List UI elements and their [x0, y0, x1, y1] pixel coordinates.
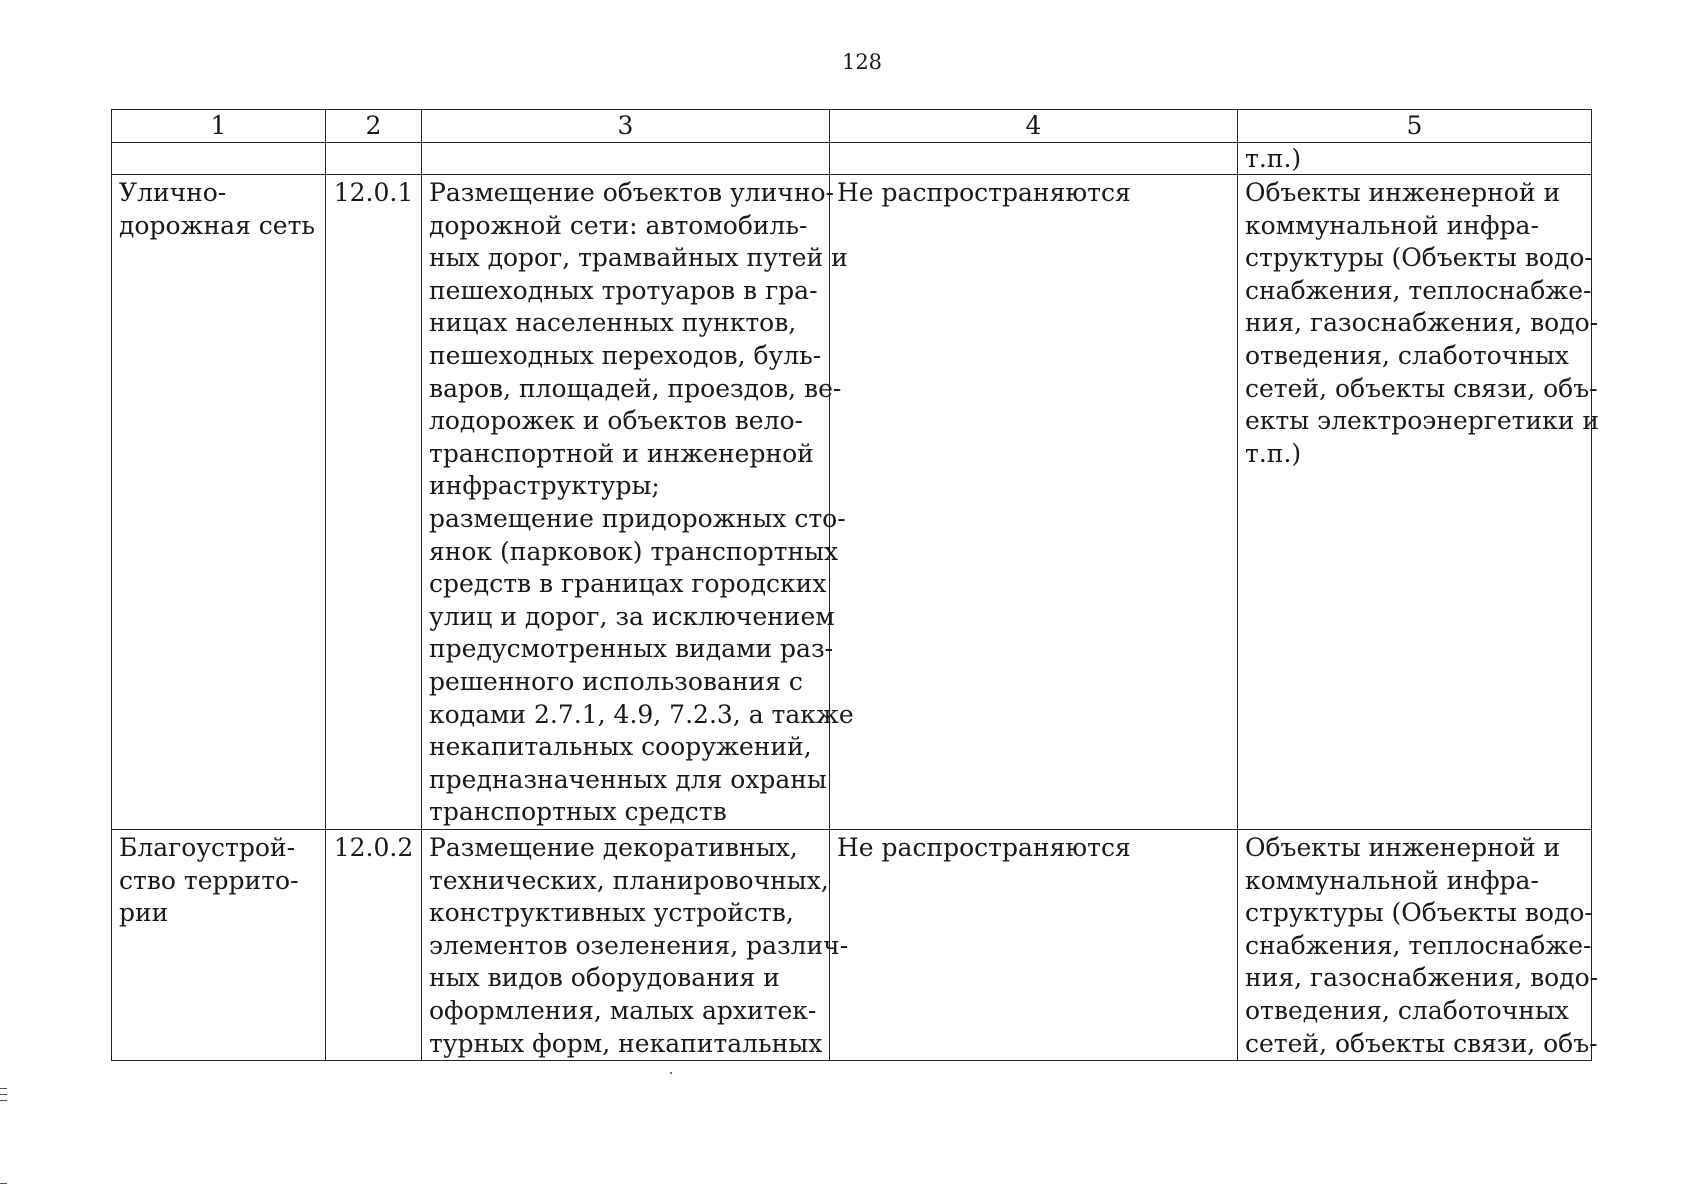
description-line: дорожной сети: автомобиль-	[429, 210, 808, 240]
land-use-table	[111, 109, 1600, 1061]
column-number-1: 1	[112, 110, 326, 143]
description-line: размещение придорожных сто-	[429, 503, 846, 533]
land-use-name-line: дорожная сеть	[119, 210, 316, 240]
continuation-cell-4	[830, 143, 1238, 175]
continuation-cell-1	[112, 143, 326, 175]
column-number-5: 5	[1238, 110, 1592, 143]
continuation-cell-2	[326, 143, 422, 175]
description-line: кодами 2.7.1, 4.9, 7.2.3, а также	[429, 699, 854, 729]
description-line: ных видов оборудования и	[429, 963, 780, 993]
table-header-row	[112, 110, 1592, 143]
land-use-name-line: Улично-	[119, 178, 227, 207]
description-line: турных форм, некапитальных	[429, 1028, 823, 1058]
description-line: предназначенных для охраны	[429, 764, 827, 794]
description-line: транспортных средств	[429, 797, 727, 827]
description-line: средств в границах городских	[429, 569, 827, 599]
description-line: технических, планировочных,	[429, 865, 829, 895]
description-line: транспортной и инженерной	[429, 438, 814, 468]
description-line: ницах населенных пунктов,	[429, 308, 797, 338]
description-line: варов, площадей, проездов, ве-	[429, 373, 842, 403]
description-line: пешеходных тротуаров в гра-	[429, 275, 818, 305]
column-number-3: 3	[422, 110, 830, 143]
objects-line: структуры (Объекты водо-	[1245, 243, 1593, 273]
scan-edge-mark	[0, 1088, 7, 1089]
description-line: лодорожек и объектов вело-	[429, 406, 803, 436]
description-line: решенного использования с	[429, 666, 803, 696]
description-line: инфраструктуры;	[429, 471, 660, 501]
description-line: предусмотренных видами раз-	[429, 634, 834, 664]
land-use-name-line: Благоустрой-	[119, 833, 296, 862]
objects-line: ния, газоснабжения, водо-	[1245, 308, 1599, 338]
objects-line: снабжения, теплоснабже-	[1245, 930, 1592, 960]
description-line: оформления, малых архитек-	[429, 995, 817, 1025]
continuation-cell-5: т.п.)	[1238, 143, 1592, 175]
description-line: Размещение объектов улично-	[429, 178, 834, 207]
objects-line: Объекты инженерной и	[1245, 833, 1561, 862]
description-line: пешеходных переходов, буль-	[429, 340, 822, 370]
land-use-code-cell: 12.0.1	[326, 175, 422, 830]
scan-speck	[670, 1072, 672, 1074]
auxiliary-objects-cell	[1238, 175, 1600, 830]
column-number-4: 4	[830, 110, 1238, 143]
objects-line: коммунальной инфра-	[1245, 865, 1539, 895]
table-row	[112, 830, 1592, 1061]
objects-line: коммунальной инфра-	[1245, 210, 1539, 240]
description-line: элементов озеленения, различ-	[429, 930, 849, 960]
continuation-cell-3	[422, 143, 830, 175]
scan-edge-mark	[0, 1183, 7, 1184]
land-use-code-cell: 12.0.2	[326, 830, 422, 1061]
objects-line: т.п.)	[1245, 438, 1302, 468]
table-row	[112, 175, 1592, 830]
land-use-description-cell	[422, 830, 849, 1061]
land-use-name-line: рии	[119, 898, 169, 928]
page-number: 128	[841, 50, 883, 74]
restrictions-cell: Не распространяются	[830, 175, 1238, 830]
land-use-name-line: ство террито-	[119, 865, 299, 895]
objects-line: снабжения, теплоснабже-	[1245, 275, 1592, 305]
objects-line: сетей, объекты связи, объ-	[1245, 1028, 1598, 1058]
description-line: Размещение декоративных,	[429, 833, 798, 862]
description-line: некапитальных сооружений,	[429, 732, 812, 762]
objects-line: отведения, слаботочных	[1245, 340, 1569, 370]
objects-line: отведения, слаботочных	[1245, 995, 1569, 1025]
objects-line: структуры (Объекты водо-	[1245, 898, 1593, 928]
land-use-description-cell	[422, 175, 854, 830]
scan-edge-mark	[0, 1100, 7, 1101]
description-line: ных дорог, трамвайных путей и	[429, 243, 848, 273]
objects-line: Объекты инженерной и	[1245, 178, 1561, 207]
objects-line: ния, газоснабжения, водо-	[1245, 963, 1599, 993]
land-use-name-cell	[112, 830, 326, 1061]
description-line: янок (парковок) транспортных	[429, 536, 839, 566]
description-line: конструктивных устройств,	[429, 898, 794, 928]
objects-line: екты электроэнергетики и	[1245, 406, 1600, 436]
objects-line: сетей, объекты связи, объ-	[1245, 373, 1598, 403]
description-line: улиц и дорог, за исключением	[429, 601, 835, 631]
land-use-name-cell	[112, 175, 326, 830]
continuation-row	[112, 143, 1592, 175]
restrictions-cell: Не распространяются	[830, 830, 1238, 1061]
scan-edge-mark	[0, 1094, 7, 1095]
column-number-2: 2	[326, 110, 422, 143]
auxiliary-objects-cell	[1238, 830, 1599, 1061]
